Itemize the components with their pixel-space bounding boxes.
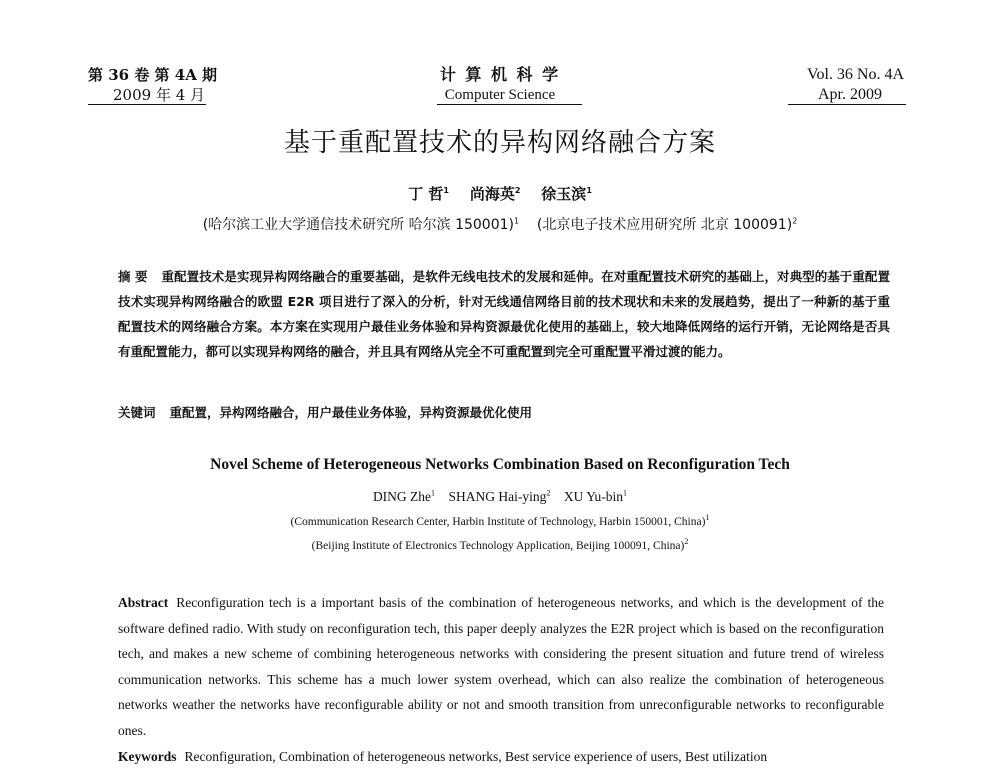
author-1-cn-sup: 1 — [443, 186, 449, 195]
affiliation-2-en: (Beijing Institute of Electronics Technology Application, Beijing 100091, China) — [311, 540, 685, 552]
abstract-en-label: Abstract — [118, 595, 169, 610]
journal-name-en: Computer Science — [444, 87, 556, 103]
journal-name-cn: 计 算 机 科 学 — [439, 65, 561, 84]
header-rule-left — [88, 104, 206, 105]
header-rule-right — [788, 104, 906, 105]
abstract-cn-text: 重配置技术是实现异构网络融合的重要基础，是软件无线电技术的发展和延伸。在对重配置技术研究的基础上，对典型的基于重配置技术实现异构网络融合的欧盟 E2R 项目进行了深入的分析，针对无线通信网络目前的技术现状和未来的发展趋势，提出了一种新的基于重配置技术的网络融合方案。本方案在实现用户最佳业务体验和异构资源最优化使用的基础上，较大地降低网络的运行开销，无论网络是否具有重配置能力，都可以实现异构网络的融合，并且具有网络从完全不可重配置到完全可重配置平滑过渡的能力。 — [118, 269, 890, 359]
affiliation-1-cn-sup: 1 — [514, 216, 520, 226]
affiliation-2-cn: (北京电子技术应用研究所 北京 100091) — [536, 217, 793, 233]
abstract-en — [118, 590, 884, 743]
authors-en — [0, 489, 1000, 505]
paper-title-en: Novel Scheme of Heterogeneous Networks Combination Based on Reconfiguration Tech — [210, 456, 790, 473]
keywords-en — [118, 744, 884, 770]
paper-title-cn: 基于重配置技术的异构网络融合方案 — [283, 128, 716, 158]
affiliation-2-en-sup: 2 — [684, 537, 689, 547]
affiliation-2-cn-sup: 2 — [792, 216, 798, 226]
affiliations-cn — [0, 214, 1000, 234]
affiliation-1-en-line — [0, 513, 1000, 528]
author-2-en-sup: 2 — [546, 488, 551, 498]
header-rule-center — [437, 104, 582, 105]
authors-cn — [0, 183, 1000, 204]
author-1-cn: 丁 哲 — [408, 185, 444, 203]
abstract-cn — [118, 264, 890, 364]
keywords-cn-text: 重配置，异构网络融合，用户最佳业务体验，异构资源最优化使用 — [169, 405, 533, 420]
keywords-en-label: Keywords — [118, 749, 177, 764]
author-2-cn-sup: 2 — [514, 186, 521, 195]
affiliation-1-en: (Communication Research Center, Harbin Institute of Technology, Harbin 150001, China) — [290, 516, 706, 528]
journal-date-cn: 2009 年 4 月 — [113, 86, 206, 104]
affiliation-1-cn: (哈尔滨工业大学通信技术研究所 哈尔滨 150001) — [202, 217, 514, 233]
abstract-cn-label: 摘 要 — [118, 269, 148, 284]
author-3-cn-sup: 1 — [586, 186, 592, 195]
author-3-cn: 徐玉滨 — [541, 185, 587, 203]
journal-volume-issue: 第 36 卷 第 4A 期 — [88, 66, 218, 84]
affiliation-2-en-line — [0, 537, 1000, 552]
author-1-en: DING Zhe — [372, 489, 432, 504]
author-2-en: SHANG Hai-ying — [448, 489, 547, 504]
author-1-en-sup: 1 — [431, 488, 436, 498]
keywords-cn — [118, 403, 890, 421]
journal-volume-en: Vol. 36 No. 4A — [806, 66, 904, 83]
author-3-en: XU Yu-bin — [563, 489, 624, 504]
author-3-en-sup: 1 — [623, 488, 628, 498]
author-2-cn: 尚海英 — [469, 185, 515, 203]
keywords-en-text: Reconfiguration, Combination of heterogeneous networks, Best service experience of users, Best utilization — [184, 749, 768, 764]
affiliation-1-en-sup: 1 — [705, 513, 710, 523]
journal-date-en: Apr. 2009 — [818, 86, 882, 103]
abstract-en-text: Reconfiguration tech is a important basis of the combination of heterogeneous networks, and which is the development of the software defined radio. With study on reconfiguration tech, this paper deeply analyzes the E2R project which is based on the reconfiguration tech, and makes a new scheme of combining heterogeneous networks with considering the present situation and future trend of wireless communication networks. This scheme has a much lower system overhead, which can also realize the combination of heterogeneous networks weather the networks have reconfigurable ability or not and smooth transition from unreconfigurable networks to reconfigurable ones. — [118, 595, 884, 738]
keywords-cn-label: 关键词 — [118, 405, 156, 420]
